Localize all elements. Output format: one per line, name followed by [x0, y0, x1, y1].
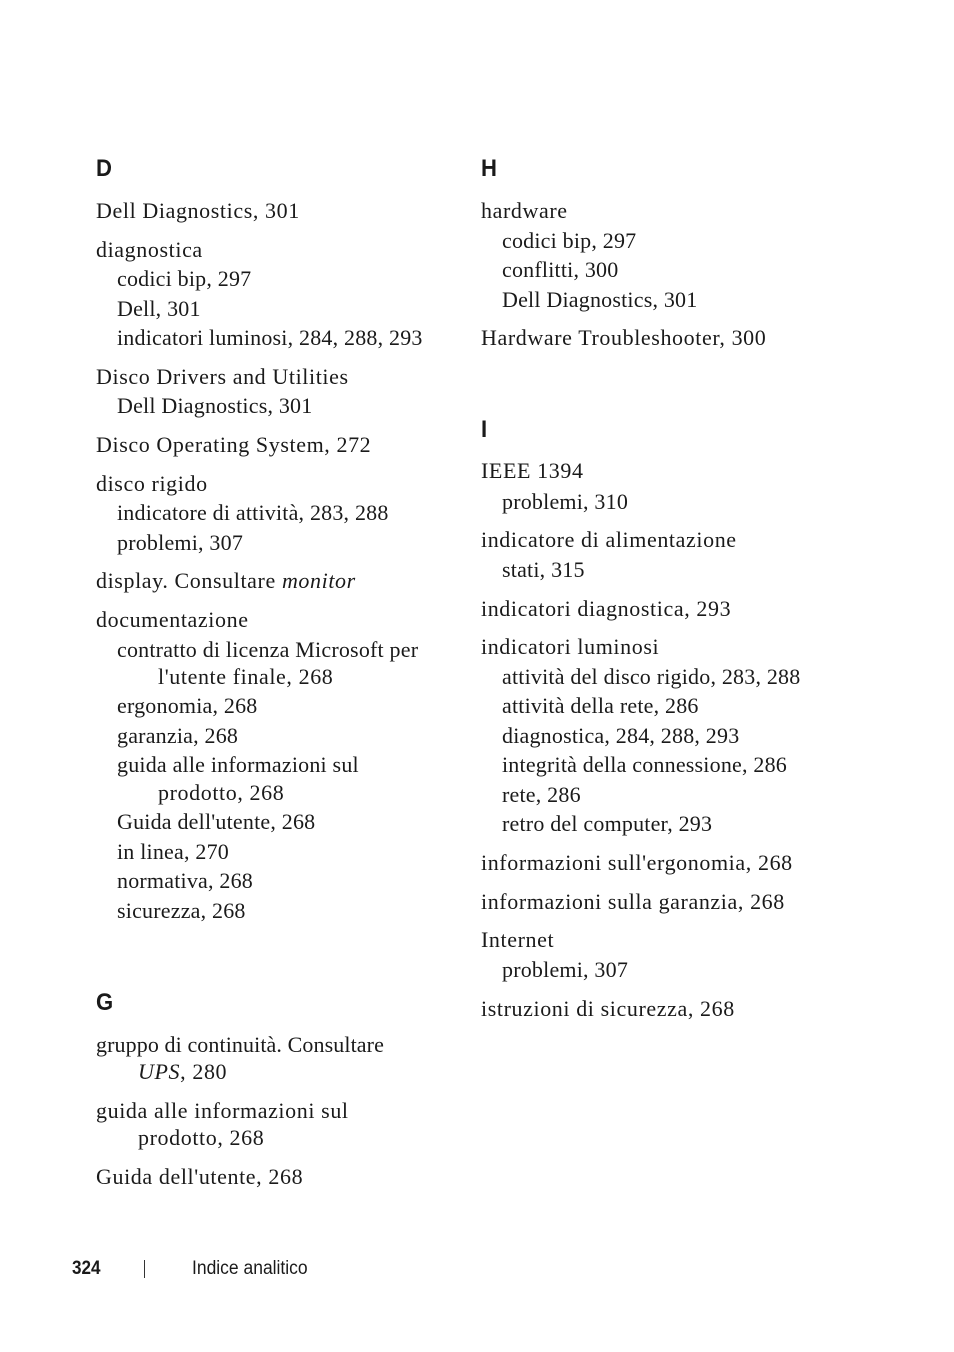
cross-reference: monitor	[281, 568, 356, 593]
index-subentry: diagnostica, 284, 288, 293	[502, 723, 740, 748]
index-entry: Internet	[481, 927, 555, 952]
index-subentry: rete, 286	[502, 782, 581, 807]
index-subentry: Dell, 301	[117, 296, 201, 321]
index-subentry: codici bip, 297	[502, 228, 637, 253]
index-subentry: Dell Diagnostics, 301	[502, 287, 698, 312]
index-subentry: attività della rete, 286	[502, 693, 699, 718]
index-subentry: indicatori luminosi, 284, 288, 293	[117, 325, 423, 350]
index-subentry: in linea, 270	[117, 839, 229, 864]
index-entry: indicatori luminosi	[481, 634, 660, 659]
page-number: 324	[72, 1258, 101, 1279]
section-heading-d: D	[96, 155, 112, 182]
index-subentry: sicurezza, 268	[117, 898, 246, 923]
index-entry: informazioni sulla garanzia, 268	[481, 889, 785, 914]
index-subentry-continued: prodotto, 268	[158, 780, 285, 805]
index-subentry: normativa, 268	[117, 868, 253, 893]
section-heading-g: G	[96, 989, 114, 1016]
index-entry-continued	[138, 1059, 227, 1085]
index-entry: indicatori diagnostica, 293	[481, 596, 732, 621]
index-subentry: problemi, 307	[117, 530, 244, 555]
index-entry: hardware	[481, 198, 568, 223]
index-entry: disco rigido	[96, 471, 208, 496]
index-subentry-continued: l'utente finale, 268	[158, 664, 334, 689]
index-subentry: Guida dell'utente, 268	[117, 809, 316, 834]
index-entry: Hardware Troubleshooter, 300	[481, 325, 767, 350]
index-entry: informazioni sull'ergonomia, 268	[481, 850, 793, 875]
index-entry: indicatore di alimentazione	[481, 527, 737, 552]
index-entry: Guida dell'utente, 268	[96, 1164, 304, 1189]
index-subentry: stati, 315	[502, 557, 585, 582]
index-entry: gruppo di continuità. Consultare	[96, 1032, 384, 1057]
index-entry-continued: prodotto, 268	[138, 1125, 265, 1150]
cross-reference: UPS	[138, 1059, 181, 1084]
index-entry: IEEE 1394	[481, 458, 584, 483]
index-subentry: garanzia, 268	[117, 723, 239, 748]
index-subentry: contratto di licenza Microsoft per	[117, 637, 419, 662]
index-entry: istruzioni di sicurezza, 268	[481, 996, 735, 1021]
index-entry: Disco Operating System, 272	[96, 432, 372, 457]
index-entry: Dell Diagnostics, 301	[96, 198, 300, 223]
footer-separator	[144, 1260, 145, 1278]
index-subentry: retro del computer, 293	[502, 811, 713, 836]
index-subentry: guida alle informazioni sul	[117, 752, 359, 777]
index-entry-text: display. Consultare	[96, 568, 282, 593]
index-entry-text: , 280	[180, 1059, 228, 1084]
section-heading-h: H	[481, 155, 497, 182]
index-subentry: conflitti, 300	[502, 257, 619, 282]
index-entry: Disco Drivers and Utilities	[96, 364, 349, 389]
index-subentry: codici bip, 297	[117, 266, 252, 291]
index-entry-display	[96, 568, 356, 594]
index-entry: guida alle informazioni sul	[96, 1098, 349, 1123]
index-entry: diagnostica	[96, 237, 203, 262]
index-entry: documentazione	[96, 607, 249, 632]
index-subentry: Dell Diagnostics, 301	[117, 393, 313, 418]
index-subentry: ergonomia, 268	[117, 693, 258, 718]
index-subentry: problemi, 310	[502, 489, 629, 514]
index-subentry: attività del disco rigido, 283, 288	[502, 664, 801, 689]
index-subentry: indicatore di attività, 283, 288	[117, 500, 389, 525]
index-subentry: problemi, 307	[502, 957, 629, 982]
section-heading-i: I	[481, 416, 488, 443]
footer-title: Indice analitico	[192, 1258, 308, 1279]
index-subentry: integrità della connessione, 286	[502, 752, 787, 777]
